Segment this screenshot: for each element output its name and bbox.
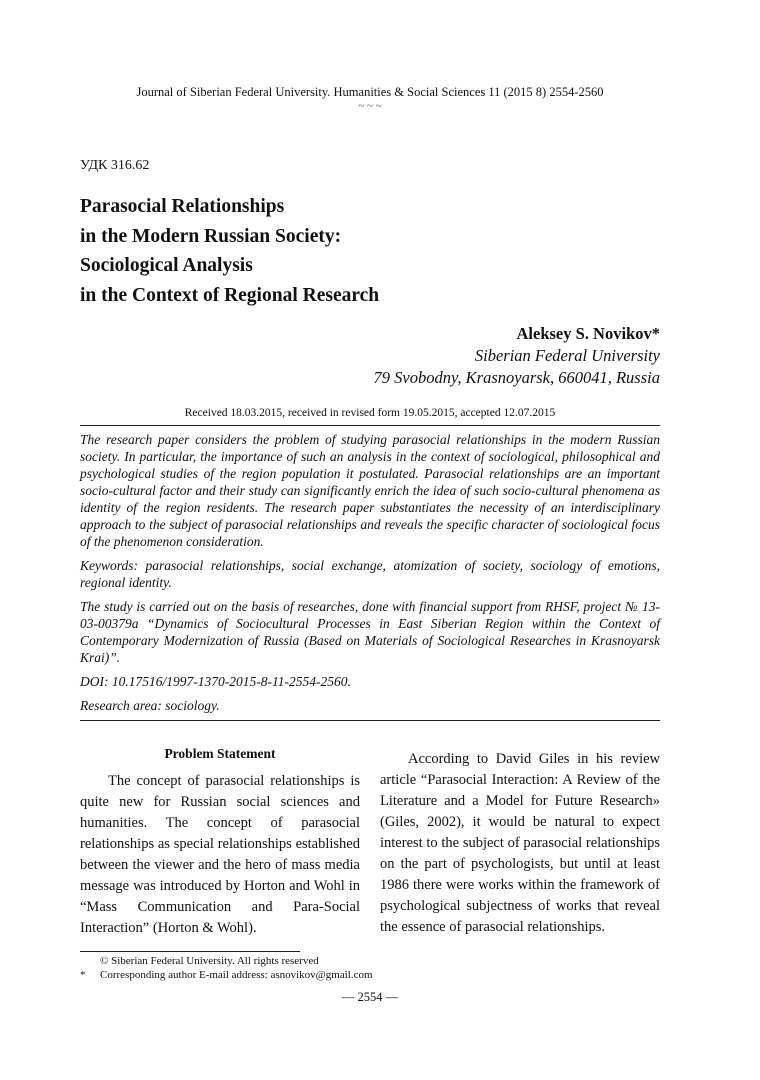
author-affiliation: Siberian Federal University — [474, 346, 660, 365]
header-ornament: ~ ~ ~ — [358, 100, 382, 112]
copyright-text: © Siberian Federal University. All rights reserved — [100, 955, 319, 967]
footnote-rule — [80, 951, 300, 952]
title-line: Sociological Analysis — [80, 255, 253, 276]
journal-header: Journal of Siberian Federal University. Humanities & Social Sciences 11 (2015 8) 2554-2560 — [136, 85, 604, 99]
body-paragraph: According to David Giles in his review article “Parasocial Interaction: A Review of the Literature and a Model for Future Research» (Giles, 2002), it would be natural to expect interest to the subject of parasocial relationships on the part of psychologists, but until at least 1986 there were works within the framework of psychological subjectness of works that reveal the essence of parasocial relationships. — [380, 751, 660, 935]
footnote-spacer — [80, 954, 100, 968]
author-address: 79 Svobodny, Krasnoyarsk, 660041, Russia — [373, 368, 660, 387]
page-number: — 2554 — — [341, 990, 399, 1004]
abstract-top-rule — [80, 425, 660, 426]
footnotes — [80, 954, 480, 982]
author-name: Aleksey S. Novikov* — [516, 324, 660, 343]
received-dates: Received 18.03.2015, received in revised form 19.05.2015, accepted 12.07.2015 — [184, 407, 556, 419]
udk-code: УДК 316.62 — [80, 158, 150, 173]
abstract-text: The research paper considers the problem of studying parasocial relationships in the modern Russian society. In particular, the importance of such an analysis in the context of sociological, philosophical and psychological studies of the region population it postulated. Parasocial relationships are an important socio-cultural factor and their study can significantly enrich the idea of such socio-cultural phenomena as identity of the region residents. The research paper substantiates the necessity of an interdisciplinary approach to the subject of parasocial relationships and reveals the specific character of sociological focus of the phenomenon consideration. — [80, 432, 660, 549]
body-column-left — [80, 746, 360, 939]
title-line: in the Context of Regional Research — [80, 284, 380, 306]
abstract-bottom-rule — [80, 720, 660, 721]
keywords: Keywords: parasocial relationships, social exchange, atomization of society, sociology of emotions, regional identity. — [80, 558, 660, 590]
abstract-block — [80, 431, 660, 721]
funding-note: The study is carried out on the basis of researches, done with financial support from RHSF, project № 13-03-00379а “Dynamics of Sociocultural Processes in East Siberian Region within the Context of Contemporary Modernization of Russia (Based on Materials of Sociological Researches in Krasnoyarsk Krai)”. — [80, 599, 660, 665]
footnote-mark: * — [80, 969, 86, 981]
title-line: Parasocial Relationships — [80, 196, 285, 217]
body-column-right — [380, 749, 660, 938]
footnote-corresponding — [80, 968, 480, 982]
corresponding-author-text[interactable]: Corresponding author E-mail address: asnovikov@gmail.com — [100, 969, 373, 981]
body-paragraph: The concept of parasocial relationships is quite new for Russian social sciences and humanities. The concept of parasocial relationships as special relationships established between the viewer and the hero of mass media message was introduced by Horton and Wohl in “Mass Communication and Para-Social Interaction” (Horton & Wohl). — [80, 773, 360, 936]
author-block — [374, 323, 660, 389]
footnote-copyright — [80, 954, 480, 968]
section-heading: Problem Statement — [164, 746, 276, 761]
doi[interactable]: DOI: 10.17516/1997-1370-2015-8-11-2554-2560. — [80, 674, 351, 689]
paper-title — [80, 192, 680, 310]
title-line: in the Modern Russian Society: — [80, 225, 342, 247]
research-area: Research area: sociology. — [80, 698, 220, 713]
